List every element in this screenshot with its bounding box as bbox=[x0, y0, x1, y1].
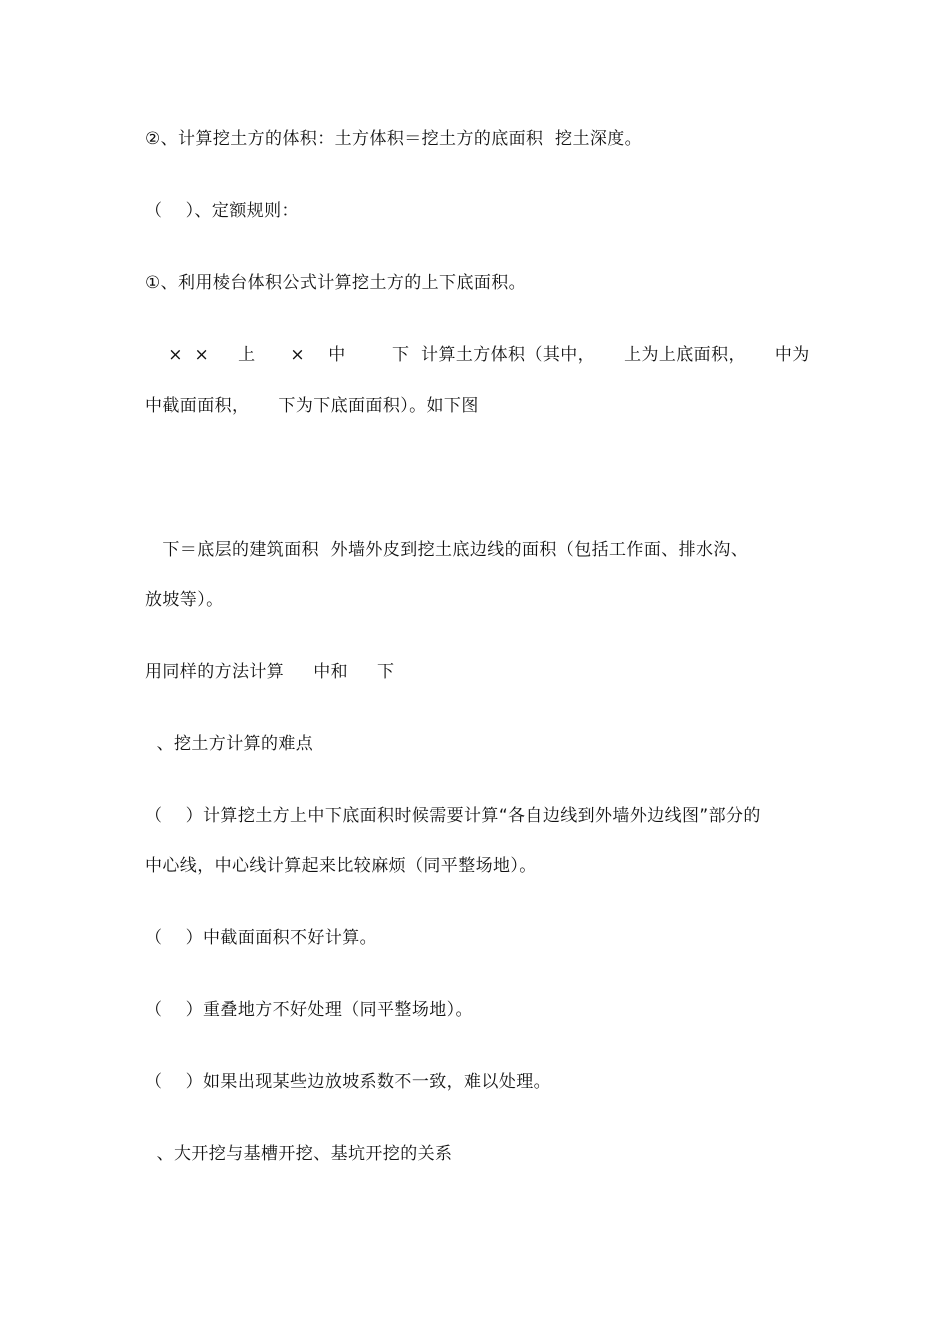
text-line: （ ）重叠地方不好处理（同平整场地）。 bbox=[145, 1000, 473, 1020]
text-line: 中心线，中心线计算起来比较麻烦（同平整场地）。 bbox=[145, 856, 537, 876]
text-line: 中截面面积， 下为下底面面积）。如下图 bbox=[145, 396, 479, 416]
text-line: 用同样的方法计算 中和 下 bbox=[145, 662, 395, 682]
text-line: × × 上 × 中 下 计算土方体积（其中， 上为上底面积， 中为 bbox=[145, 345, 810, 365]
text-line: （ ）中截面面积不好计算。 bbox=[145, 928, 378, 948]
text-line: （ ）如果出现某些边放坡系数不一致，难以处理。 bbox=[145, 1072, 552, 1092]
text-line: ②、计算挖土方的体积：土方体积＝挖土方的底面积 挖土深度。 bbox=[145, 129, 643, 149]
text-line: ①、利用棱台体积公式计算挖土方的上下底面积。 bbox=[145, 273, 527, 293]
text-line: 放坡等）。 bbox=[145, 590, 224, 610]
text-line: 下＝底层的建筑面积 外墙外皮到挖土底边线的面积（包括工作面、排水沟、 bbox=[145, 540, 749, 560]
text-line: 、挖土方计算的难点 bbox=[145, 734, 314, 754]
text-line: 、大开挖与基槽开挖、基坑开挖的关系 bbox=[145, 1144, 453, 1164]
text-line: （ ）、定额规则： bbox=[145, 201, 299, 221]
text-line: （ ）计算挖土方上中下底面积时候需要计算“各自边线到外墙外边线图”部分的 bbox=[145, 806, 761, 826]
